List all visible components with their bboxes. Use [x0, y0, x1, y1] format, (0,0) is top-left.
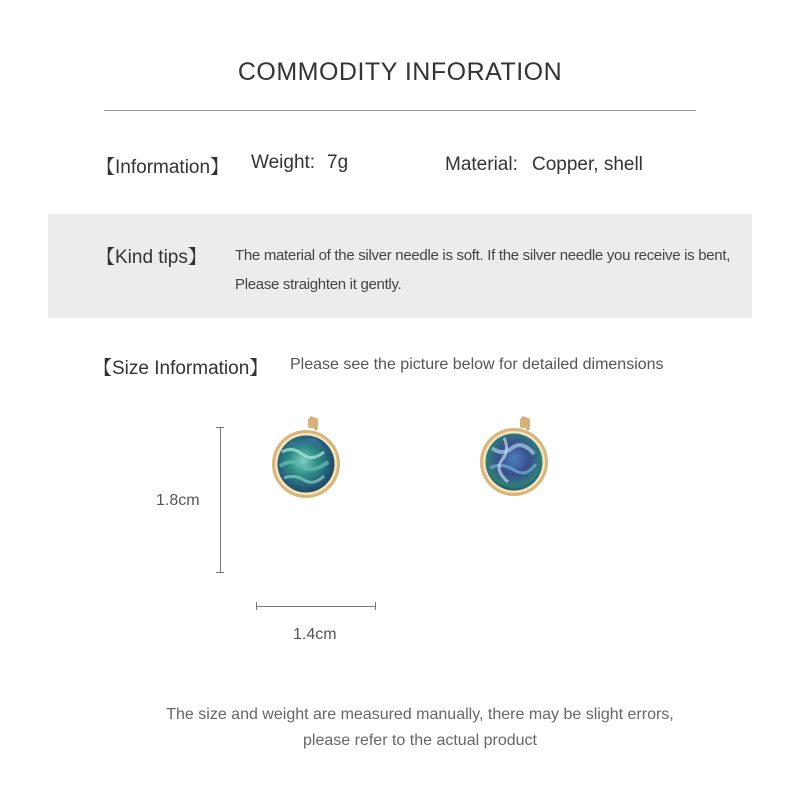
footer-disclaimer-line-2: please refer to the actual product — [303, 732, 537, 749]
width-dimension-left-tick — [256, 602, 257, 610]
section-title: COMMODITY INFORATION — [237, 58, 563, 86]
footer-disclaimer-line-1: The size and weight are measured manually, there may be slight errors, — [166, 706, 674, 723]
weight-value: 7g — [327, 152, 349, 173]
size-information-label: 【Size Information】 — [93, 358, 269, 379]
earring-front-image — [268, 412, 352, 504]
width-dimension-text: 1.4cm — [293, 626, 337, 643]
kind-tips-line-2: Please straighten it gently. — [235, 276, 402, 293]
kind-tips-line-1: The material of the silver needle is soft. If the silver needle you receive is bent, — [235, 247, 731, 264]
material-label: Material: — [445, 154, 518, 175]
width-dimension-right-tick — [375, 602, 376, 610]
information-label: 【Information】 — [96, 157, 230, 178]
weight-label: Weight: — [251, 152, 316, 173]
width-dimension-line — [256, 606, 375, 607]
material-value: Copper, shell — [532, 154, 643, 175]
height-dimension-line — [220, 427, 221, 573]
height-dimension-bottom-tick — [216, 572, 224, 573]
earring-side-image — [474, 412, 558, 504]
height-dimension-top-tick — [216, 427, 224, 428]
height-dimension-text: 1.8cm — [156, 492, 200, 509]
kind-tips-label: 【Kind tips】 — [96, 247, 207, 268]
title-divider — [104, 110, 696, 111]
size-note: Please see the picture below for detailed dimensions — [290, 356, 664, 373]
